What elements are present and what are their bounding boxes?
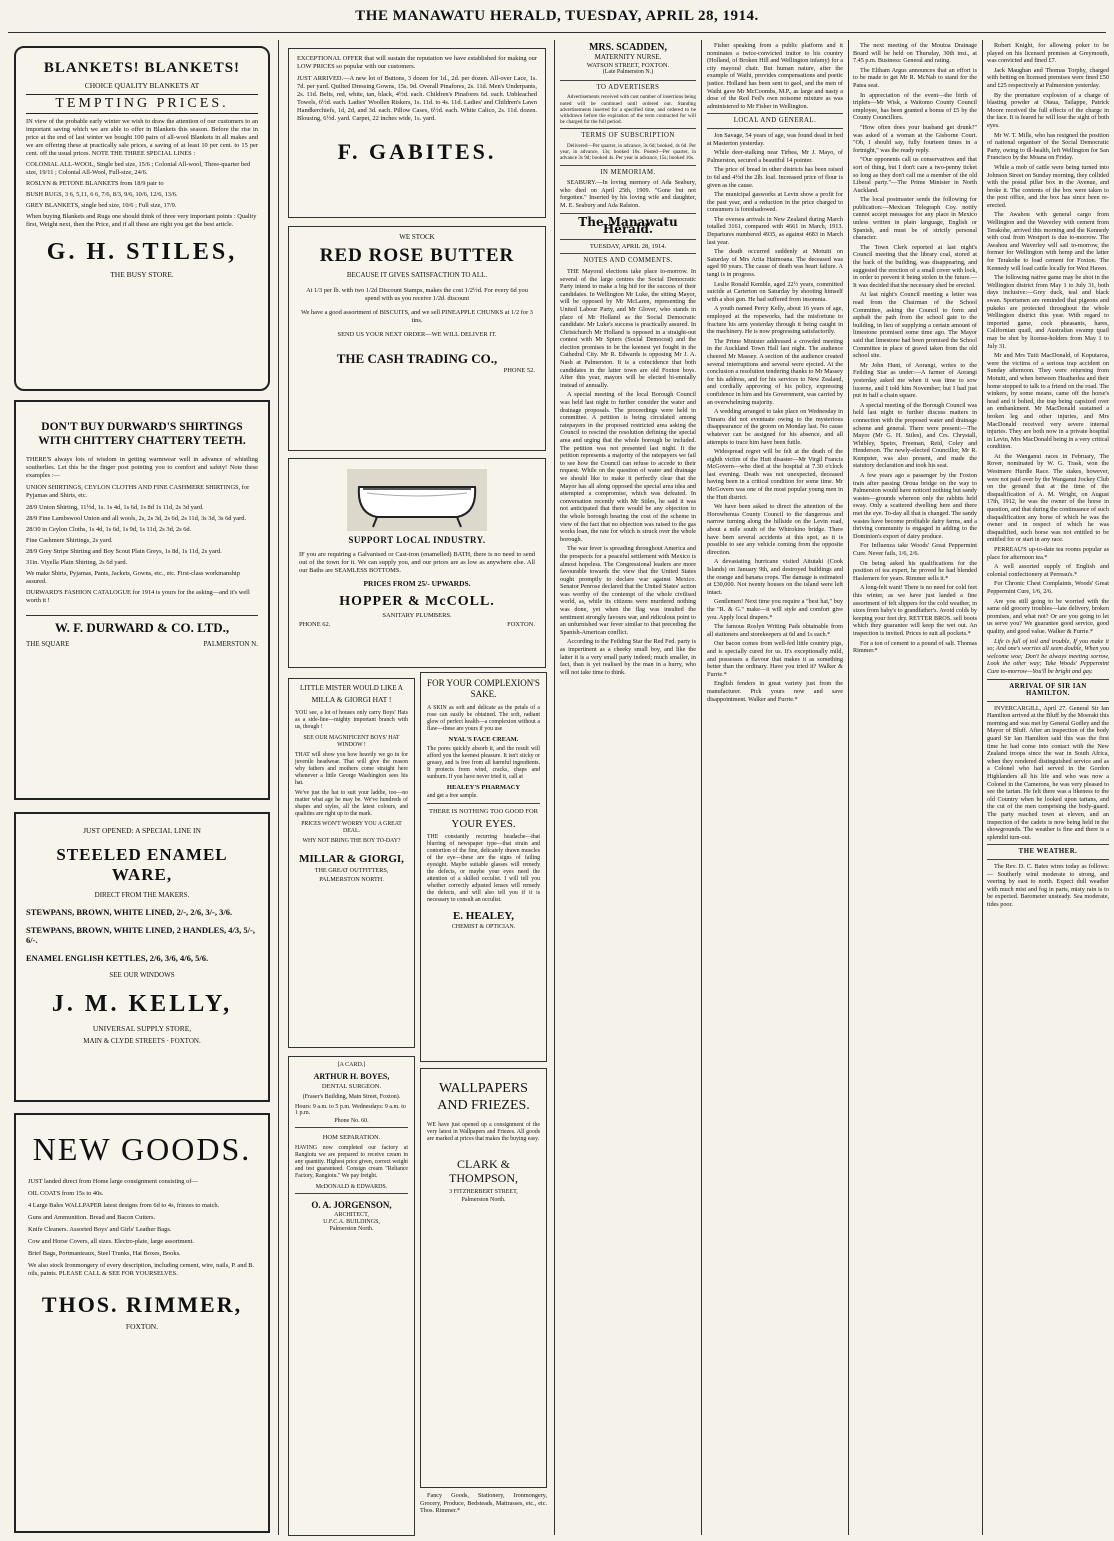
ad-rimmer-line1: OIL COATS from 15s to 40s. bbox=[28, 1190, 104, 1197]
col6-p1: Robert Knight, for allowing poker to be played on his licensed premises at Greymouth, was convicted and fined £7. bbox=[987, 42, 1109, 65]
paper-date: TUESDAY, APRIL 28, 1914. bbox=[589, 242, 667, 250]
ad-durward-line5: Fine Cashmere Shirtings, 2s yard. bbox=[26, 537, 113, 544]
ad-kelly-line4: SEE OUR WINDOWS bbox=[109, 971, 175, 979]
ad-durward-body: THERE'S always lots of wisdom in getting warmwear well in advance of whistling southerlies. Let this be the finger post pointing you to comfort and safety! Note these examples :— bbox=[26, 456, 258, 479]
ad-boyes-name: ARTHUR H. BOYES, bbox=[313, 1072, 390, 1081]
column-news-5 bbox=[853, 42, 977, 1536]
col6-p9: At the Wanganui races in February, The Rover, nominated by W. G. Trask, won the Westmere Hurdle Race. The stakes, however, were not paid over by the Wanganui Jockey Club on the ground that at the time of the disqualification of A. M. Wright, on August 17th, 1912, he was the owner of the horse in question, and that during the continuance of such disqualification any horse of which he was the owner and in respect of which he was disqualified, such horse was not entitled to be entitled for or start in any race. bbox=[987, 452, 1109, 544]
arrival-heading: ARRIVAL OF SIR IAN HAMILTON. bbox=[1009, 682, 1087, 698]
ad-millar-h2: MILLA & GIORGI HAT ! bbox=[311, 695, 392, 704]
ad-durward-line1: UNION SHIRTINGS, CEYLON CLOTHS AND FINE CASHMERE SHIRTINGS, for Pyjamas and Shirts, etc. bbox=[26, 484, 250, 499]
col4-p9: A youth named Percy Kelly, about 16 years of age, employed at the ropeworks, had the misfortune to fracture his arm yesterday through it being caught in the machinery. He is now progressing satisfactorily. bbox=[707, 305, 843, 336]
ad-durward-address2: PALMERSTON N. bbox=[203, 640, 258, 648]
col5-p12: For Influenza take Woods' Great Peppermint Cure. Never fails, 1/6, 2/6. bbox=[853, 542, 977, 557]
ad-cash-title: RED ROSE BUTTER bbox=[319, 245, 515, 266]
col5-p4: "How often does your husband get drunk?" was asked of a woman at the Gisborne Court. "Oh, I should say, fully fourteen times in a fortnight," was the ready reply. bbox=[853, 123, 977, 154]
memoriam-text: SEABURY.—In loving memory of Ada Seabury, who died on April 25th, 1909. "Gone but not forgotten." Inserted by his loving wife and daughter, M. E. Seabury and Ada Ralston. bbox=[560, 179, 696, 209]
ad-kelly-title: STEELED ENAMEL WARE, bbox=[56, 845, 228, 884]
col6-p11: A well assorted supply of English and colonial confectionery at Perreau's.* bbox=[987, 563, 1109, 578]
ad-gabites bbox=[288, 48, 546, 218]
ad-cash-trading bbox=[288, 226, 546, 451]
ad-rimmer-firm: THOS. RIMMER, bbox=[41, 1292, 243, 1317]
col5-p2: The Eltham Argus announces that an effort is to be made to get Mr R. McNab to stand for the Patea seat. bbox=[853, 66, 977, 89]
column-rule-4 bbox=[848, 40, 849, 1535]
arrival-text: INVERCARGILL, April 27. General Sir Ian Hamilton arrived at the Bluff by the Moeraki this morning and was met by General Godley and the Mayor of Bluff. After an inspection of the body guard Sir Ian Hamilton said this was the first time he had come into contact with the New Zealand troops since the war in South Africa, when they rendered distinguished service and as a Colonel who had served in the Gordon Highlanders all his life and who was now a Colonel in the Camerons, he was very pleased to see the tartan. He felt there was a likeness to the old Country when he looked upon tartans, and the cut of the men comprising the body-guard. The party reached town at eleven, and an inspection of the cadets is now being held in the showgrounds. The weather is fine and there is a splendid turn-out. bbox=[987, 704, 1109, 841]
subscription-text: Delivered—Per quarter, in advance, 3s 6d; booked, 4s 6d. Per year, in advance, 13s; booked 16s. Posted—Per quarter, in advance 3s 9d; booked 4s. Per year in advance, 15s; booked 16s. bbox=[560, 142, 696, 162]
col4-p17: Our bacon comes from well-fed little country pigs, and is specially cured for us. It's exceptionally mild, and possesses a flavour that makes it as something better than the ordinary. Have you tried it? Walker & Furrie.* bbox=[707, 640, 843, 678]
ad-healey-prod: NYAL'S FACE CREAM. bbox=[448, 736, 519, 743]
ad-boyes-hours: Hours: 9 a.m. to 5 p.m. Wednesdays: 9 a.m. to 1 p.m. bbox=[295, 1104, 406, 1116]
ad-rimmer-line6: Brief Bags, Portmanteaux, Steel Trunks, Hat Boxes, Books. bbox=[28, 1250, 181, 1257]
col4-p6: The oversea arrivals in New Zealand during March totalled 3161, compared with 4661 in March, 1913. Departures numbered 4935, as against 4683 in March last year. bbox=[707, 215, 843, 246]
ad-boyes bbox=[288, 1056, 415, 1536]
col4-p2: Jon Savage, 54 years of age, was found dead in bed at Masterton yesterday. bbox=[707, 131, 843, 147]
ad-millar-b4: We've just the hat to suit your laddie, too—no matter what age he may be. We've hundreds of shapes and styles, all the latest colours, and qualities are right up to the mark. bbox=[295, 790, 408, 817]
ad-clark-body: WE have just opened up a consignment of the very latest in Wallpapers and Friezes. All goods are marked at prices that makes the buying easy. bbox=[427, 1122, 540, 1142]
ad-durward-firm: W. F. DURWARD & CO. LTD., bbox=[26, 615, 258, 636]
rimmer-fancy-goods-text: Fancy Goods, Stationery, Ironmongery, Grocery, Produce, Bedsteads, Mattrasses, etc., etc. Thos. Rimmer.* bbox=[420, 1492, 547, 1515]
ad-blankets-line5: When buying Blankets and Rugs one should think of three very important points : Quality first, Weight next, then the Price, and if all these are right you get the best article. bbox=[26, 213, 257, 228]
col5-p9: Mr John Hunt, of Aorangi, writes to the Feilding Star as under:—A farmer of Aorangi yesterday asked me when it was time to sow lucerne, and I told him November; but I had just put in half a chain square. bbox=[853, 361, 977, 400]
col4-p13: We have been asked to direct the attention of the Horowhenua County Council to the dangerous and narrow turning along the hillside on the Levin road, about a mile south of the Whirokino bridge. There have been several accidents at this spot, as it is possible to see any vehicle coming from the opposite direction. bbox=[707, 503, 843, 556]
ad-durward-line7: 31in. Viyella Plain Shirting, 2s 6d yard. bbox=[26, 559, 128, 566]
ad-kelly-firm: J. M. KELLY, bbox=[51, 991, 233, 1017]
ad-healey-sub: CHEMIST & OPTICIAN. bbox=[451, 924, 516, 930]
col4-p8: Leslie Ronald Kemble, aged 22½ years, committed suicide at Carterton on Saturday by shooting himself with a shot gun. He had suffered from insomnia. bbox=[707, 280, 843, 303]
col4-p5: The municipal gasworks at Levin show a profit for the past year, and a reduction in the price charged to consumers is foreshadowed. bbox=[707, 191, 843, 214]
col6-p13: Are you still going to be worried with the same old grocery troubles—late delivery, broken promises, and what not? Or are you going to let us serve you? We guarantee good service, good quality, and good value. Walker & Furrie.* bbox=[987, 597, 1109, 635]
ad-kelly bbox=[14, 812, 270, 1102]
col4-p15: Gentlemen! Next time you require a "best hat," buy the "R. & G." make—it will style and comfort give you. Apply local drapers.* bbox=[707, 598, 843, 621]
ad-hopper-body: IF you are requiring a Galvanised or Cast-iron (enamelled) BATH, there is no need to send out of the town for it. We can supply you, and our prices are as low as anywhere else. All our Baths are SEAMLESS BOTTOMS. bbox=[299, 551, 535, 574]
ad-healey bbox=[420, 672, 547, 1062]
ad-durward-line9: DURWARD'S FASHION CATALOGUE for 1914 is yours for the asking—and it's well worth it ! bbox=[26, 589, 250, 604]
ad-durward bbox=[14, 400, 270, 800]
col4-p16: The famous Roslyn Writing Pads obtainable from all stationers and storekeepers at 6d and 1s each.* bbox=[707, 623, 843, 638]
ad-healey-h2: THERE IS NOTHING TOO GOOD FOR bbox=[429, 808, 538, 815]
ad-rimmer-body: JUST landed direct from Home large consignment consisting of— bbox=[28, 1178, 198, 1185]
ad-gabites-body: EXCEPTIONAL OFFER that will sustain the reputation we have established for making our LOW PRICES so popular with our customers. bbox=[297, 55, 537, 70]
ad-blankets-tag: THE BUSY STORE. bbox=[110, 270, 174, 279]
ad-rimmer-line7: We also stock Ironmongery of every description, including cement, wire, nails, P. and B. oils, paints. PLEASE CALL & SEE FOR YOURSELVES. bbox=[28, 1262, 255, 1277]
ad-cash-phone: PHONE 52. bbox=[503, 367, 535, 374]
ad-boyes-arch: O. A. JORGENSON, bbox=[311, 1200, 392, 1210]
notes-p1: THE Mayoral elections take place to-morrow. In several of the large centres the Social Democratic Party intend to make a big bid for the success of their candidates. In Wellington Mr Luke, the sitting Mayor, will be opposed by Mr McLaren, representing the United Labour Party, and Mr Glover, who stands in place of Mr Holland as the Social Democratic candidate. Mr Luke's success is practically assured. In Christchurch Mr Holland is opposed in a straight-out contest with Mr Spiers (Social Democrat) and the election promises to be the keenest yet fought in the Cathedral City. Mr R. Edwards is opposing Mr J. A. Nash at Palmerston. It is a coincidence that both candidates in the latter town are old Foxton boys. After this year, mayors will be elected bi-ennially instead of annually. bbox=[560, 267, 696, 389]
ad-boyes-phone: Phone No. 60. bbox=[334, 1118, 369, 1124]
col6-p10: PERREAU'S up-to-date tea rooms popular as place for afternoon tea.* bbox=[987, 546, 1109, 561]
ad-cash-firm: THE CASH TRADING CO., bbox=[336, 351, 498, 366]
ad-blankets-body: IN view of the probable early winter we wish to draw the attention of our customers to an important saving which we are able to offer in Blankets this season. Before the rise in price at the end of last winter we bought 100 pairs of all-wool Blankets in all makes and we are offering these at practically sale prices, a saving of at least 10 per cent. to 15 per cent. off the usual prices. NOTE THE THREE SPECIAL LINES : bbox=[26, 118, 258, 157]
column-rule-1 bbox=[278, 40, 279, 1535]
ad-blankets-line3: BUSH RUGS, 3 6, 5,11, 6 6, 7/6, 8/3, 9/6, 10/6, 12/6, 13/6. bbox=[26, 191, 178, 198]
column-editorial bbox=[560, 42, 696, 1536]
ad-blankets-sub: CHOICE QUALITY BLANKETS AT bbox=[84, 81, 200, 90]
col4-p14: A devastating hurricane visited Aitutaki (Cook Islands) on January 9th, and destroyed buildings and the orange and banana crops. The damage is estimated at £30,000. Not twenty houses on the island were left intact. bbox=[707, 558, 843, 596]
col4-p12: Widespread regret will be felt at the death of the eighth victim of the Hutt disaster—Mr Virgil Francis McGovern—who died at the hospital at 7.30 o'clock last evening. Death was not unexpected, deceased having been in a critical condition for some time. Mr McGovern was one of the most popular young men in the Hutt district. bbox=[707, 448, 843, 501]
ad-boyes-arch4: Palmerston North. bbox=[329, 1226, 374, 1232]
col5-p7: The Town Clerk reported at last night's Council meeting that the library coal, stored at the back of the building, was disappearing, and suggested the erection of a small cover with lock, in order to prevent it being stolen in the future.—It was decided that the necessary shed be erected. bbox=[853, 243, 977, 289]
column-rule-3 bbox=[701, 40, 702, 1535]
ad-blankets-title: BLANKETS! BLANKETS! bbox=[43, 60, 241, 76]
ad-boyes-addr: (Fraser's Building, Main Street, Foxton). bbox=[302, 1094, 401, 1100]
ad-rimmer-line3: Guns and Ammunition. Bread and Bacon Cutters. bbox=[28, 1214, 156, 1221]
ad-millar-loc: PALMERSTON NORTH. bbox=[319, 876, 384, 883]
advertisers-text: Advertisements received with cost number of insertions being noted will be continued until ordered out. Standing advertisements inserted for a specified time, and ordered to be withdrawn before the expiration of the term contracted for will be charged for the full period. bbox=[560, 94, 696, 126]
col5-p6: The local postmaster sends the following for publication:—Mexican Telegraph Coy. notify cannot accept messages for any place in Mexico unless written in plain language, English or Spanish, and must be of strictly personal character. bbox=[853, 196, 977, 242]
scadden-name: MRS. SCADDEN, bbox=[588, 42, 668, 53]
notes-p2: A special meeting of the local Borough Council was held last night to further consider the water and drainage proposals. The proceedings were held in committee. A petition is being circulated among ratepayers in the proposed restricted area asking the Council to rescind the resolution defining the special area and urging that the whole borough be included. The petition was not presented last night. It the petition represents a majority of the ratepayers we fail to see how the Council can refuse to accede to their request. While on the question of water and drainage we should like to make it perfectly clear that the Mayor has all along opposed the special area idea and attempted a compromise, which was defeated. In conversation recently with Mr Stiles, he said it was not anticipated that there would be any objection to the whole borough bearing the cost of the scheme in view of the fact that no objection was raised to the gas works loan, the rate for which is struck over the whole borough. bbox=[560, 391, 696, 543]
col5-p13: On being asked his qualifications for the position of tea expert, he proved he had blended Haslemere for years. Rimmer sells it.* bbox=[853, 559, 977, 582]
ad-blankets-firm: G. H. STILES, bbox=[46, 239, 238, 265]
col4-p1: Fisher speaking from a public platform and it nominates a twice-convicted traitor to his country (Holland, of Broken Hill and Wellington infamy) for a city mayoral chair. But human nature, after the example of Waihi, provides compensations and poetic justice. Holland has been sent to gaol, and the men of Waihi gave Mr McCoombs, M.P., as large and nasty a dose of the Red Fed's own noisome mixture as was administered to Mr Fisher in Wellington. bbox=[707, 42, 843, 110]
ad-boyes-title: DENTAL SURGEON. bbox=[321, 1083, 382, 1090]
col6-p6: The Awahou with general cargo from Wellington and the Waverley with cement from Terakohe, arrived this morning and the Kennedy with coal from Westport is due to-morrow. The Awahou and Waverley will sail to-morrow, the former for Wellington with hemp and the latter for Terakohe to load cement for Foxton. The Kennedy will load cattle locally for West Haven. bbox=[987, 211, 1109, 272]
col4-p3: While deer-stalking near Tirhea, Mr J. Mayo, of Palmerston, secured a beautiful 14 pointer. bbox=[707, 149, 843, 164]
ad-kelly-top: JUST OPENED: A SPECIAL LINE IN bbox=[83, 826, 201, 835]
ad-millar-giorgi bbox=[288, 678, 415, 1048]
ad-millar-b6: WHY NOT BRING THE BOY TO-DAY? bbox=[302, 838, 401, 844]
col6-p7: The following native game may be shot in the Wellington district from May 1 to July 31, both days inclusive:—Grey duck, teal and black swan. Sportsmen are reminded that pigeons and pukeko are protected throughout the whole Wellington district this year. With regard to imported game, cock pheasants, hares, Californian quail, and Australian swamp quail may be shot by license-holders from May 1 to July 31. bbox=[987, 274, 1109, 350]
scadden-title: MATERNITY NURSE. bbox=[594, 53, 662, 61]
ad-hopper-phone: PHONE 62. bbox=[299, 621, 331, 628]
bath-illustration bbox=[347, 469, 487, 531]
ad-blankets-line2: ROSLYN & PETONE BLANKETS from 18/9 pair to bbox=[26, 180, 164, 187]
notes-p4: According to the Feilding Star the Red Fed. party is as impertinent as a cheeky small boy, and like the latter it is a very small party indeed; much smaller, in fact, than is yet realised by the man in a hurry, who will not take time to think. bbox=[560, 638, 696, 676]
col4-p11: A wedding arranged to take place on Wednesday in Timaru did not eventuate owing to the mysterious disappearance of the groom on Monday last. No cause whatever can be assigned for his absence, and all attempts to trace him have been futile. bbox=[707, 408, 843, 446]
ad-clark-addr: 3 FITZHERBERT STREET, bbox=[449, 1189, 518, 1195]
ad-rimmer-title: NEW GOODS. bbox=[32, 1131, 252, 1167]
ad-durward-line3: 28/9 Fine Lambswool Union and all wools, 2s, 2s 3d, 2s 6d, 2s 11d, 3s 3d, 3s 6d yard. bbox=[26, 515, 247, 522]
col4-p7: The death occurred suddenly at Motuiti on Saturday of Mrs Arita Haimoana. The deceased was aged 90 years. The cause of death was heart failure. A tangi is in progress. bbox=[707, 248, 843, 279]
ad-hopper-trade: SANITARY PLUMBERS. bbox=[382, 612, 452, 619]
ad-boyes-firm: McDONALD & EDWARDS. bbox=[315, 1184, 388, 1190]
ad-kelly-s2: MAIN & CLYDE STREETS · FOXTON. bbox=[83, 1037, 201, 1045]
ad-rimmer bbox=[14, 1113, 270, 1533]
ad-boyes-body: HAVING now completed our factory at Rangiotu we are prepared to receive cream in any quantity. Highest price given, correct weight and test guaranteed. Consign cream "Reliance Factory, Rangiotu." We pay freight. bbox=[295, 1145, 408, 1179]
ad-healey-eyes: YOUR EYES. bbox=[451, 818, 516, 830]
ad-hopper-loc: FOXTON. bbox=[507, 621, 535, 628]
ad-durward-line4: 28/30 in Ceylon Cloths, 1s 4d, 1s 6d, 1s 9d, 1s 11d, 2s 3d, 2s 6d. bbox=[26, 526, 192, 533]
ad-boyes-arch2: ARCHITECT, bbox=[334, 1212, 369, 1218]
ad-blankets-line4: GREY BLANKETS, single bed size, 10/6 ; Full size, 17/9. bbox=[26, 202, 177, 209]
ad-millar-b2: SEE OUR MAGNIFICENT BOYS' HAT WINDOW ! bbox=[303, 735, 400, 748]
ad-durward-title: DON'T BUY DURWARD'S SHIRTINGS WITH CHITTERY CHATTERY TEETH. bbox=[38, 421, 246, 447]
col6-poem: Life is full of toil and trouble, If you make it so; And one's worries all seem double, When you welcome woe; Don't be always meeting sorrow, Look the other way; Take Woods' Peppermint Cure to-morrow—You'll be bright and gay. bbox=[987, 637, 1109, 675]
column-rule-2 bbox=[554, 40, 555, 1535]
ad-healey-shop: HEALEY'S PHARMACY bbox=[446, 784, 521, 791]
advertisers-heading: TO ADVERTISERS bbox=[596, 83, 660, 91]
ad-durward-line6: 28/9 Grey Stripe Shirting and Boy Scout Plain Greys, 1s 8d, 1s 11d, 2s yard. bbox=[26, 548, 222, 555]
ad-hopper-contact bbox=[299, 621, 535, 628]
scadden-late: (Late Palmerston N.) bbox=[602, 69, 654, 76]
ad-blankets-line1: COLONIAL ALL-WOOL, Single bed size, 15/6 ; Colonial All-wool, Three-quarter bed size, 19/11 ; Colonial All-Wool, Full-size, 24/6. bbox=[26, 161, 251, 176]
ad-kelly-line1: STEWPANS, BROWN, WHITE LINED, 2/-, 2/6, 3/-, 3/6. bbox=[26, 907, 233, 917]
col5-p5: "Our opponents call us conservatives and that sort of thing, but I don't care a two-penny ticket so long as they don't call me a member of the old Liberal party."—The Prime Minister in North Auckland. bbox=[853, 156, 977, 194]
masthead-rule bbox=[8, 32, 1106, 33]
ad-blankets-tempting: TEMPTING PRICES. bbox=[26, 94, 258, 114]
ad-durward-address1: THE SQUARE bbox=[26, 640, 70, 648]
ad-cash-sub: BECAUSE IT GIVES SATISFACTION TO ALL. bbox=[346, 271, 488, 279]
ad-millar-h1: LITTLE MISTER WOULD LIKE A bbox=[300, 684, 403, 692]
ad-millar-body: YOU see, a lot of houses only carry Boys' Hats as a side-line—mighty important branch with us, though ! bbox=[295, 710, 408, 730]
ad-cash-top: WE STOCK bbox=[399, 233, 435, 241]
ad-millar-b3: THAT will show you how heavily we go in for juvenile headwear. That will give the reason why fathers and mothers come straight here whenever a little George Washington sees his hat. bbox=[295, 752, 408, 786]
ad-hopper-prices: PRICES FROM 25/- UPWARDS. bbox=[363, 579, 471, 588]
col5-p8: At last night's Council meeting a letter was read from the Chairman of the School Committee, asking the Council to form and asphalt the path from the school gate to the building, in lieu of supplying a certain amount of limestone promised some time ago. The Mayor said that limestone had been promised the School Committee in place of gravel taken from the old school site. bbox=[853, 291, 977, 360]
ad-healey-b3: and get a free sample. bbox=[427, 793, 478, 799]
col5-p15: For a ton of cement to a pound of salt. Thomas Rimmer.* bbox=[853, 639, 977, 655]
ad-kelly-s1: UNIVERSAL SUPPLY STORE, bbox=[92, 1024, 192, 1033]
notes-p3: The war fever is spreading throughout America and the prospects for a peaceful settlement with Mexico is almost hopeless. The Congressional leaders are more favourable towards the view that the United States ought promptly to declare war against Mexico. Senator Penrose declared that the United States' action was worthy of the contempt of the whole civilised world, as, while its citizens were murdered nothing was done, yet when the flag was insulted the sentiment strongly favours war, and ridiculous point to an unfurnished war fever similar to that preceding the Spanish-American conflict. bbox=[560, 545, 696, 636]
ad-durward-address bbox=[26, 640, 258, 648]
col6-p12: For Chronic Chest Complaints, Woods' Great Peppermint Cure, 1/6, 2/6. bbox=[987, 580, 1109, 595]
column-local-general bbox=[707, 42, 843, 1536]
ad-durward-line8: We make Shirts, Pyjamas, Pants, Jackets, Gowns, etc., etc. First-class workmanship assured. bbox=[26, 570, 240, 585]
notes-heading: NOTES AND COMMENTS. bbox=[583, 257, 673, 265]
ad-rimmer-loc: FOXTON. bbox=[125, 1322, 159, 1331]
paper-nameplate: The Manawatu Herald. bbox=[578, 214, 678, 237]
ad-boyes-card: [A CARD.] bbox=[337, 1062, 366, 1068]
bath-icon bbox=[347, 469, 487, 531]
masthead: THE MANAWATU HERALD, TUESDAY, APRIL 28, 1914. bbox=[355, 8, 759, 24]
col4-p18: English fenders in great variety just from the manufacturer. Pick yours now and save disappointment. Walker and Furrie.* bbox=[707, 680, 843, 703]
ad-healey-h: FOR YOUR COMPLEXION'S SAKE. bbox=[427, 678, 540, 699]
ad-hopper bbox=[288, 458, 546, 668]
ad-hopper-title: SUPPORT LOCAL INDUSTRY. bbox=[348, 535, 486, 545]
ad-rimmer-line5: Cow and Horse Covers, all sizes. Electro-plate, large assortment. bbox=[28, 1238, 194, 1245]
ad-millar-firm: MILLAR & GIORGI, bbox=[299, 853, 404, 865]
ad-rimmer-line2: 4 Large Bales WALLPAPER latest designs from 6d to 4s, friezes to match. bbox=[28, 1202, 220, 1209]
ad-rimmer-line4: Knife Cleaners. Assorted Boys' and Girls' Leather Bags. bbox=[28, 1226, 172, 1233]
ad-clark-loc: Palmerston North. bbox=[461, 1197, 506, 1203]
ad-healey-b4: THE constantly recurring headache—that blurring of newspaper type—that strain and contortion of the fine, delicately drawn muscles of the eye—these are the signs of failing eyesight. Maybe suitable glasses will remedy the defects, or maybe your eyes need the attention of a skilled occulist. I will tell you whether correctly adjusted lenses will remedy the defects, and will also tell you if it is necessary to consult an occulist. bbox=[427, 834, 540, 903]
ad-kelly-line2: STEWPANS, BROWN, WHITE LINED, 2 HANDLES, 4/3, 5/-, 6/-. bbox=[26, 925, 255, 945]
ad-kelly-sub: DIRECT FROM THE MAKERS. bbox=[94, 891, 190, 899]
ad-healey-b2: The pores quickly absorb it, and the result will afford you the keenest pleasure. It isn't sticky or greasy, and is free from all harmful ingredients. It protects from wind, cracks, chaps and sunburn. If you have never tried it, call at bbox=[427, 746, 540, 780]
col5-p1: The next meeting of the Moutoa Drainage Board will be held on Thursday, 30th inst., at 7.45 p.m. Business: General and rating. bbox=[853, 42, 977, 65]
ad-hopper-firm: HOPPER & McCOLL. bbox=[339, 594, 495, 609]
col5-p11: A few years ago a passenger by the Foxton train after passing Oroua bridge on the way to Palmerston would have noticed nothing but sandy wastes—grounds whereon only the rabbits held sway. Only a scattered dwelling here and there met the eye. To-day all that is changed. The sandy wastes have become profitable dairy farms, and a thriving community is engaged in adding to the Dominion's export of dairy produce. bbox=[853, 472, 977, 540]
ad-durward-line2: 28/9 Union Shirting, 11½d, 1s. 1s 4d, 1s 6d, 1s 8d 1s 11d, 2s 3d yard. bbox=[26, 504, 204, 511]
col4-p4: The price of bread in other districts has been raised to 6d and 4½d the 2lb. loaf. Increased price of flour is given as the cause. bbox=[707, 166, 843, 189]
ad-millar-sub: THE GREAT OUTFITTERS, bbox=[314, 867, 389, 874]
col6-p4: Mr W. T. Mills, who has resigned the position of national organiser of the Social Democratic Party, owing to ill-health, left Wellington for San Francisco by the Moana on Friday. bbox=[987, 131, 1109, 162]
col5-p3: In appreciation of the event—the birth of triplets—Mr Wisk, a Waitomo County Council employee, has been granted a bonus of £5 by the County Councillors. bbox=[853, 91, 977, 122]
ad-millar-b5: PRICES WON'T WORRY YOU A GREAT DEAL. bbox=[301, 821, 402, 834]
col6-p2: Jack Maughan and Thomas Torphy, charged with betting on licensed premises were fined £50 and £25 respectively at Palmerston yesterday. bbox=[987, 66, 1109, 89]
col6-p3: By the premature explosion of a charge of blasting powder at Otaua, Tailappe, Patrick Moore received the full effects of the charge in the face. It is feared he will lose the sight of both eyes. bbox=[987, 91, 1109, 129]
column-news-6 bbox=[987, 42, 1109, 1536]
rimmer-fancy-goods bbox=[420, 1492, 547, 1536]
ad-healey-firm: E. HEALEY, bbox=[452, 910, 515, 922]
scadden-street: WATSON STREET, FOXTON. bbox=[586, 61, 670, 69]
col5-p10: A special meeting of the Borough Council was held last night to further discuss matters in connection with the proposed water and drainage scheme and general. There were present:—The Mayor (Mr G. H. Stiles), and Crs. Chrystall, Whibley, Speirs, Freeman, Reid, Coley and Henderson. The newly-elected Councillor, Mr R. Kempster, was also present, and made the statutory declaration and took his seat. bbox=[853, 401, 977, 470]
ad-boyes-sep: HOM SEPARATION. bbox=[322, 1134, 381, 1141]
ad-cash-b3: SEND US YOUR NEXT ORDER—WE WILL DELIVER IT. bbox=[337, 331, 497, 338]
subscription-heading: TERMS OF SUBSCRIPTION bbox=[581, 132, 675, 140]
ad-healey-body: A SKIN as soft and delicate as the petals of a rose can easily be obtained. The soft, radiant glow of perfect health—a complexion without a flaw—these are yours if you use bbox=[427, 705, 540, 732]
col4-p10: The Prime Minister addressed a crowded meeting in the Auckland Town Hall last night. The audience cheered Mr Massey. A section of the audience created several interruptions and several were ejected. At the conclusion a resolution tendering thanks to Mr Massey for his address, and for his services to New Zealand, and cordially approving of his policy, expressing confidence in him and his Government, was carried by an overwhelming majority. bbox=[707, 337, 843, 406]
ad-cash-b2: We have a good assortment of BISCUITS, and we sell PINEAPPLE CHUNKS at 1/2 for 3 tins. bbox=[300, 309, 533, 324]
col5-p14: A long-felt want! There is no need for cold feet this winter, as we have just landed a fine assortment of felt slippers for the cold weather, in sizes from baby's to grandfather's. Avoid colds by keeping your feet dry. RETTER BROS. sell boots which they guarantee will keep the wet out. An inspection is invited. Prices to suit all pockets.* bbox=[853, 584, 977, 637]
weather-heading: THE WEATHER. bbox=[1018, 848, 1078, 856]
ad-cash-b1: At 1/3 per lb. with two 1/2d Discount Stamps, makes the cost 1/2½d. For every 6d you spend with us you receive 1/2d. discount bbox=[306, 287, 528, 302]
ad-blankets bbox=[14, 46, 270, 391]
memoriam-heading: IN MEMORIAM. bbox=[600, 168, 656, 176]
weather-text: The Rev. D. C. Bates wires today as follows:— Southerly wind moderate to strong, and veering by east to north. Expect dull weather with much mist and fog in parts, misty rain is to be expected. Barometer unsteady. Sea moderate, tides poor. bbox=[987, 862, 1109, 908]
ad-clark-firm: CLARK & THOMPSON, bbox=[448, 1157, 518, 1185]
column-rule-5 bbox=[982, 40, 983, 1535]
col6-p8: Mr and Mrs Tuiti MacDonald, of Koputaroa, were the victims of a serious trap accident on Sunday afternoon. They were returning from Motuiti, and when between Heatherlea and their home stopped to talk to a friend on the road. The winkers, by some means, came off the horse's head and it bolted, the trap being capsized over an embankment. Mr MacDonald sustained a broken leg and other injuries, and Mrs MacDonald received very severe internal injuries. They are both now in a private hospital in Levin, Mrs MacDonald being in a very critical condition. bbox=[987, 352, 1109, 451]
ad-gabites-body2: JUST ARRIVED.—A new lot of Buttons, 3 dozen for 1d., 2d. per dozen. All-over Lace, 1s. 7d. per yard. Quilted Dressing Gowns, 15s. 9d. Overall Pinafores, 2s. 11d. Men's Underpants, 2s. 11d. Belts, red, white, tan, black, 4½d. each. Children's Pinafores 6d. each. Unbleached Towels, 6½d. each. Ladies' Woollen Riskers, 1s. 11d. to 4s. 11d. Ladies' and Children's Lawn Handkerchiefs, 1d, 2d, and 3d. each. Pillow Cases, 6½d. each. White Calico, 2s. 11d. dozen. Blousing, 6½d. yard. Carpet, 22 inches wide, 1s. yard. bbox=[297, 75, 537, 122]
col6-p5: While a mob of cattle were being turned into Johnson Street on Sunday morning, they collided with the postal pillar box in the Avenue, and broke it. The contents of the box were taken to the post office, and the box has since been re-erected. bbox=[987, 163, 1109, 209]
local-general-heading: LOCAL AND GENERAL. bbox=[733, 117, 817, 125]
ad-kelly-line3: ENAMEL ENGLISH KETTLES, 2/6, 3/6, 4/6, 5/6. bbox=[26, 953, 209, 963]
ad-clark-title: WALLPAPERS AND FRIEZES. bbox=[437, 1081, 530, 1113]
ad-clark-thompson bbox=[420, 1068, 547, 1488]
ad-boyes-arch3: U.F.C.A. BUILDINGS, bbox=[323, 1219, 380, 1225]
ad-gabites-firm: F. GABITES. bbox=[337, 139, 497, 164]
